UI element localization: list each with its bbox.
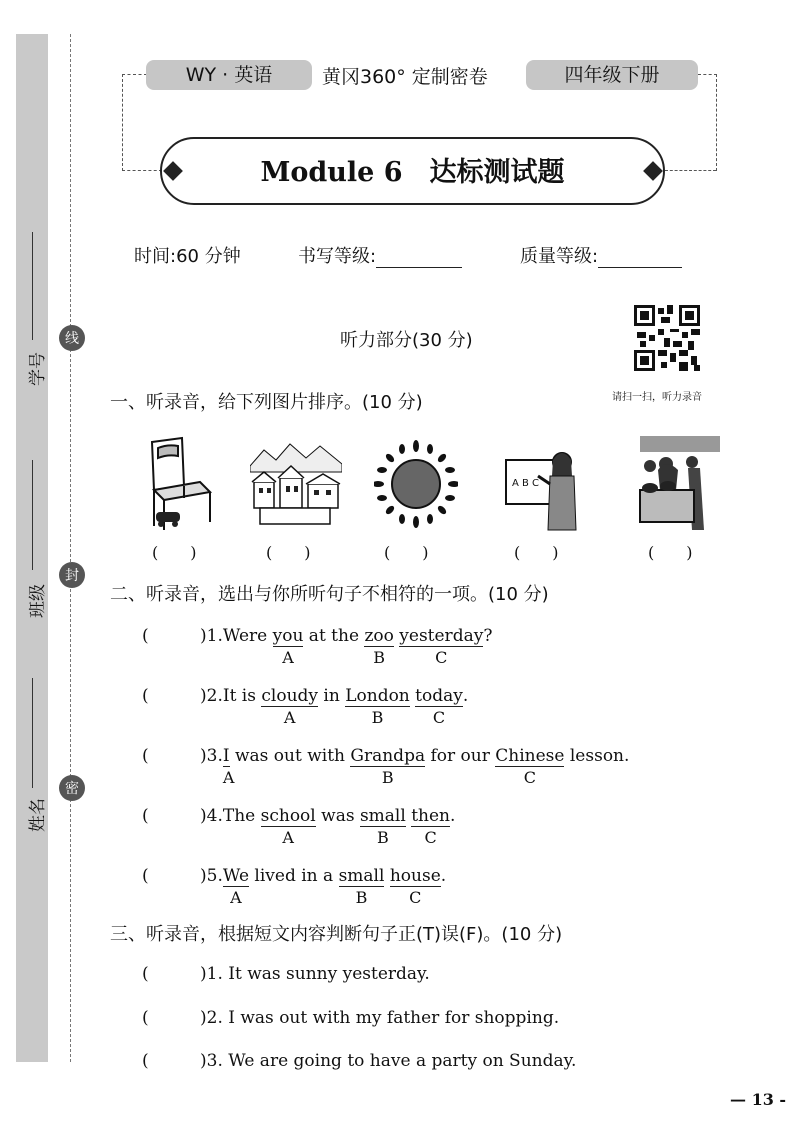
shop-picture	[636, 436, 720, 531]
writing-grade-blank[interactable]	[376, 247, 462, 268]
quality-grade-blank[interactable]	[598, 247, 682, 268]
picture3-answer[interactable]: ( )	[384, 543, 429, 562]
writing-grade-label: 书写等级:	[298, 246, 377, 267]
picture4-answer[interactable]: ( )	[514, 543, 559, 562]
s2-question-1: ( )1.Were you A at the zoo B yesterday C ?	[142, 626, 493, 667]
teacher-picture	[504, 436, 588, 531]
brand-title: 黄冈360° 定制密卷	[322, 66, 488, 88]
name-label: 姓名	[28, 798, 48, 832]
town-picture	[250, 436, 342, 531]
seal-secret: 密	[59, 775, 85, 801]
answer-blank[interactable]: (	[142, 1051, 149, 1071]
writing-grade	[298, 242, 462, 268]
qr-code-icon[interactable]	[634, 303, 700, 377]
s3-question-3: ( )3. We are going to have a party on Sunday.	[142, 1051, 577, 1071]
s3-question-2: ( )2. I was out with my father for shopping.	[142, 1008, 560, 1028]
student-number-label: 学号	[28, 352, 48, 386]
exam-time: 时间:60 分钟	[134, 246, 241, 267]
svg-text:A B C: A B C	[512, 478, 540, 489]
answer-blank[interactable]: (	[142, 866, 149, 886]
seal-seal: 封	[59, 562, 85, 588]
header-frame-left	[122, 74, 147, 171]
page-number: — 13 -	[730, 1090, 787, 1109]
seal-line: 线	[59, 325, 85, 351]
chair-picture	[140, 436, 216, 531]
qr-caption: 请扫一扫，听力录音	[612, 392, 702, 403]
answer-blank[interactable]: (	[142, 626, 149, 646]
s2-question-2: ( )2.It is cloudy A in London B today C .	[142, 686, 469, 727]
section1-title: 一、听录音，给下列图片排序。(10 分)	[110, 392, 423, 413]
grade-badge: 四年级下册	[526, 60, 698, 90]
answer-blank[interactable]: (	[142, 1008, 149, 1028]
s2-question-5: ( )5.We A lived in a small B house C .	[142, 866, 447, 907]
answer-blank[interactable]: (	[142, 746, 149, 766]
picture5-answer[interactable]: ( )	[648, 543, 693, 562]
name-blank	[32, 678, 33, 788]
header-frame-right	[698, 74, 717, 171]
s2-question-4: ( )4.The school A was small B then C .	[142, 806, 456, 847]
section2-title: 二、听录音，选出与你所听句子不相符的一项。(10 分)	[110, 584, 549, 605]
subject-badge: WY · 英语	[146, 60, 312, 90]
quality-grade-label: 质量等级:	[520, 246, 599, 267]
s2-question-3: ( )3.I A was out with Grandpa B for our Chinese C lesson.	[142, 746, 630, 787]
listening-section-title: 听力部分(30 分)	[340, 330, 473, 351]
answer-blank[interactable]: (	[142, 806, 149, 826]
sun-picture	[374, 436, 458, 531]
student-number-blank	[32, 232, 33, 340]
class-label: 班级	[28, 584, 48, 618]
section3-title: 三、听录音，根据短文内容判断句子正(T)误(F)。(10 分)	[110, 924, 563, 945]
quality-grade	[520, 242, 682, 268]
answer-blank[interactable]: (	[142, 686, 149, 706]
picture1-answer[interactable]: ( )	[152, 543, 197, 562]
s3-question-1: ( )1. It was sunny yesterday.	[142, 964, 430, 984]
picture2-answer[interactable]: ( )	[266, 543, 311, 562]
cut-line	[70, 34, 71, 1062]
answer-blank[interactable]: (	[142, 964, 149, 984]
class-blank	[32, 460, 33, 570]
page-title: Module 6 达标测试题	[260, 157, 565, 188]
